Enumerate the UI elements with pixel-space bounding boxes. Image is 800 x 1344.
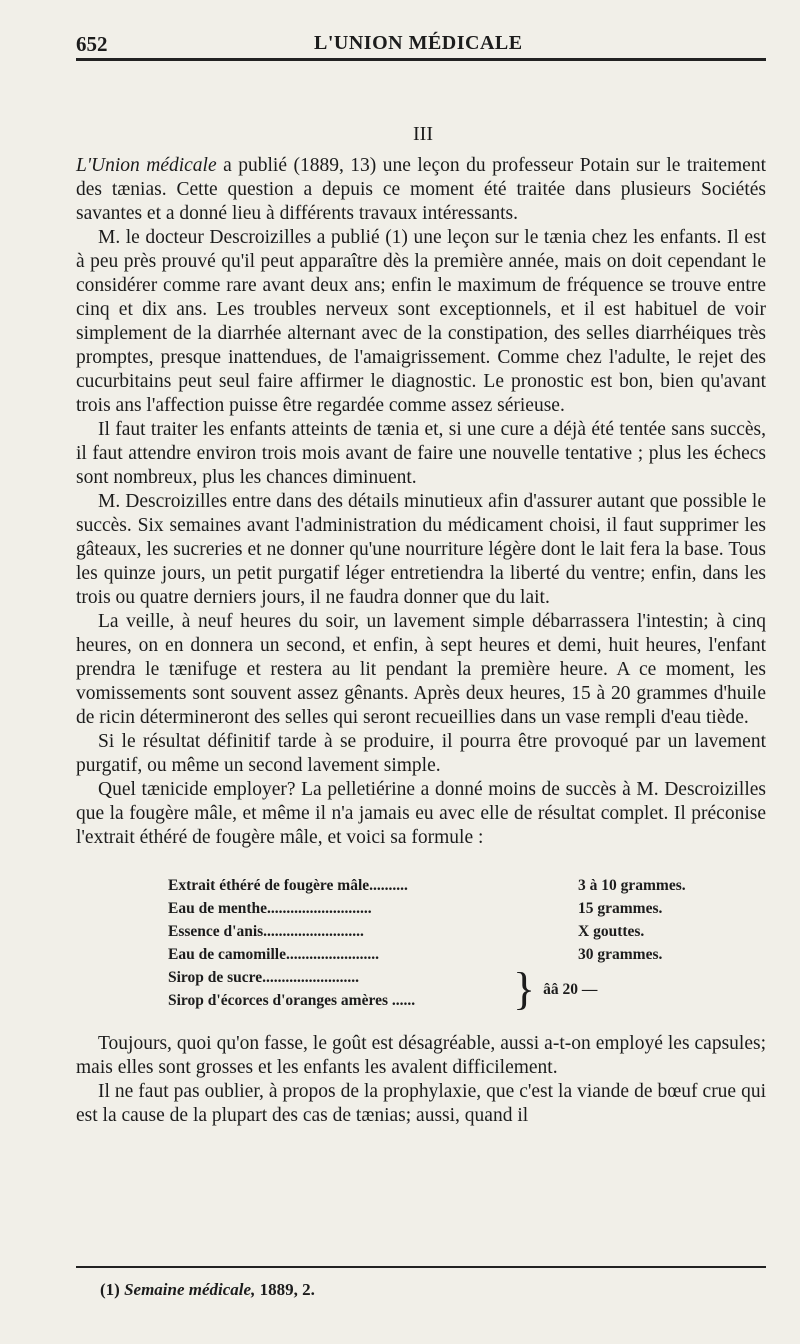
ingredient-quantity: 3 à 10 grammes.	[578, 877, 686, 894]
paragraph-7: Quel tænicide employer? La pelletiérine a donné moins de succès à M. Descroizilles que la fougère mâle, et même il n'a jamais eu avec elle de résultat complet. Il préconise l'extrait éthéré de fougère mâle, et voici sa formule :	[76, 779, 766, 848]
ingredient-name: Essence d'anis..........................	[168, 923, 364, 940]
formula-row	[168, 920, 768, 943]
ingredient-name: Eau de menthe...........................	[168, 900, 372, 917]
page-header	[76, 22, 766, 61]
formula-group	[168, 963, 768, 1014]
paragraph-2: M. le docteur Descroizilles a publié (1) une leçon sur le tænia chez les enfants. Il est à peu près prouvé qu'il peut apparaître dès la première année, mais on doit cependant le considérer comme rare avant deux ans; enfin le maximum de fréquence se trouve entre cinq et dix ans. Les troubles nerveux sont exceptionnels, et il est habituel de voir simplement de la diarrhée alternant avec de la constipation, des selles diarrhéiques très promptes, presque inattendues, de l'amaigrissement. Comme chez l'adulte, le rejet des cucurbitains peut seul faire affirmer le diagnostic. Le pronostic est bon, bien qu'avant trois ans l'affection puisse être regardée comme assez sérieuse.	[76, 227, 766, 416]
footnote-marker: (1)	[100, 1280, 125, 1299]
prescription-formula	[168, 874, 768, 1012]
footnote-source: Semaine médicale,	[124, 1280, 256, 1299]
paragraph-5: La veille, à neuf heures du soir, un lavement simple débarrassera l'intestin; à cinq heures, on en donnera un second, et enfin, à sept heures et demi, huit heures, l'enfant prendra le tænifuge et restera au lit pendant la première heure. A ce moment, les vomissements sont souvent assez gênants. Après deux heures, 15 à 20 grammes d'huile de ricin détermineront des selles qui seront recueillies dans un vase rempli d'eau tiède.	[76, 611, 766, 728]
paragraph-4: M. Descroizilles entre dans des détails minutieux afin d'assurer autant que possible le succès. Six semaines avant l'administration du médicament choisi, il faut supprimer les gâteaux, les sucreries et ne donner qu'une nourriture légère dont le lait fera la base. Tous les quinze jours, un petit purgatif léger entretiendra la liberté du ventre; enfin, dans les trois ou quatre derniers jours, il ne faudra donner que du lait.	[76, 491, 766, 608]
formula-group-names	[168, 966, 513, 1012]
article-body	[76, 154, 766, 850]
paragraph-9: Il ne faut pas oublier, à propos de la prophylaxie, que c'est la viande de bœuf crue qui est la cause de la plupart des cas de tænias; aussi, quand il	[76, 1081, 766, 1126]
formula-row	[168, 897, 768, 920]
ingredient-name: Extrait éthéré de fougère mâle..........	[168, 877, 408, 894]
paragraph-8: Toujours, quoi qu'on fasse, le goût est désagréable, aussi a-t-on employé les capsules; mais elles sont grosses et les enfants les avalent difficilement.	[76, 1033, 766, 1078]
group-quantity: ââ 20 —	[543, 980, 598, 998]
footnote-ref: 1889, 2.	[255, 1280, 315, 1299]
running-title: L'UNION MÉDICALE	[314, 32, 523, 54]
formula-row	[168, 943, 768, 966]
paragraph-6: Si le résultat définitif tarde à se produire, il pourra être provoqué par un lavement purgatif, ou même un second lavement simple.	[76, 731, 766, 776]
ingredient-quantity: 30 grammes.	[578, 946, 663, 963]
ingredient-quantity: X gouttes.	[578, 923, 645, 940]
paragraph-1	[76, 154, 766, 226]
footnote-rule	[76, 1266, 766, 1268]
section-number: III	[413, 123, 433, 145]
ingredient-name: Sirop de sucre.........................	[168, 969, 360, 986]
brace-icon: }	[513, 963, 536, 1014]
ingredient-name: Eau de camomille........................	[168, 946, 379, 963]
ingredient-name: Sirop d'écorces d'oranges amères ......	[168, 992, 416, 1009]
journal-title: L'Union médicale	[76, 155, 217, 176]
footnote	[100, 1280, 315, 1300]
ingredient-quantity: 15 grammes.	[578, 900, 663, 917]
article-body-continued	[76, 1032, 766, 1128]
page-number: 652	[76, 32, 108, 56]
formula-row	[168, 874, 768, 897]
paragraph-text: a publié (1889, 13) une leçon du professeur Potain sur le traitement des tænias. Cette question a depuis ce moment été traitée dans plusieurs Sociétés savantes et a donné lieu à différents travaux intéressants.	[76, 155, 766, 224]
paragraph-3: Il faut traiter les enfants atteints de tænia et, si une cure a déjà été tentée sans succès, il faut attendre environ trois mois avant de faire une nouvelle tentative ; plus les échecs sont nombreux, plus les chances diminuent.	[76, 419, 766, 488]
